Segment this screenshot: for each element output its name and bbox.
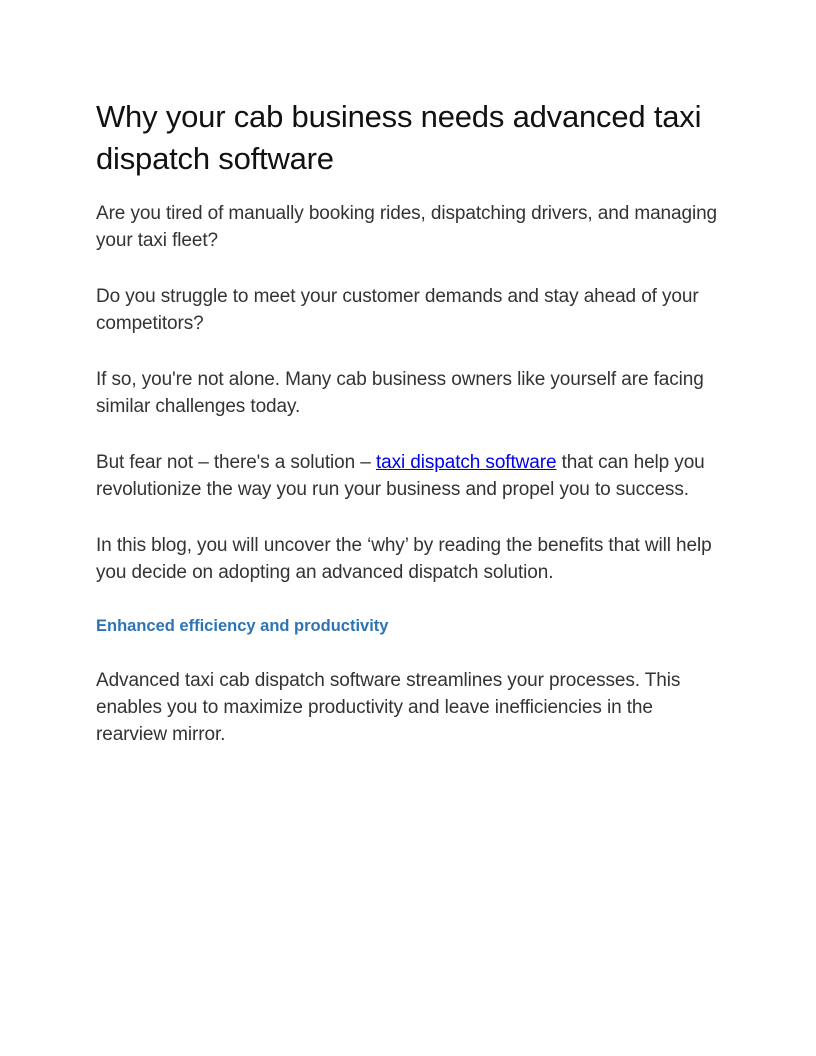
solution-text-after: that can help you revolutionize the way you run your business and propel you to success. (96, 452, 705, 500)
section-heading: Enhanced efficiency and productivity (96, 617, 389, 635)
intro-paragraph-1: Are you tired of manually booking rides, dispatching drivers, and managing your taxi fleet? (96, 203, 718, 251)
taxi-dispatch-software-link[interactable]: taxi dispatch software (375, 452, 557, 473)
section-paragraph: Advanced taxi cab dispatch software streamlines your processes. This enables you to maximize productivity and leave inefficiencies in the rearview mirror. (96, 670, 681, 745)
blog-paragraph: In this blog, you will uncover the ‘why’ by reading the benefits that will help you decide on adopting an advanced dispatch solution. (96, 535, 712, 583)
intro-paragraph-3: If so, you're not alone. Many cab business owners like yourself are facing similar challenges today. (96, 369, 704, 417)
article-title: Why your cab business needs advanced taxi dispatch software (96, 99, 702, 176)
intro-paragraph-2: Do you struggle to meet your customer demands and stay ahead of your competitors? (96, 286, 699, 334)
solution-text-before: But fear not – there's a solution – (96, 452, 376, 473)
solution-paragraph (96, 449, 724, 503)
document-page (96, 96, 724, 777)
